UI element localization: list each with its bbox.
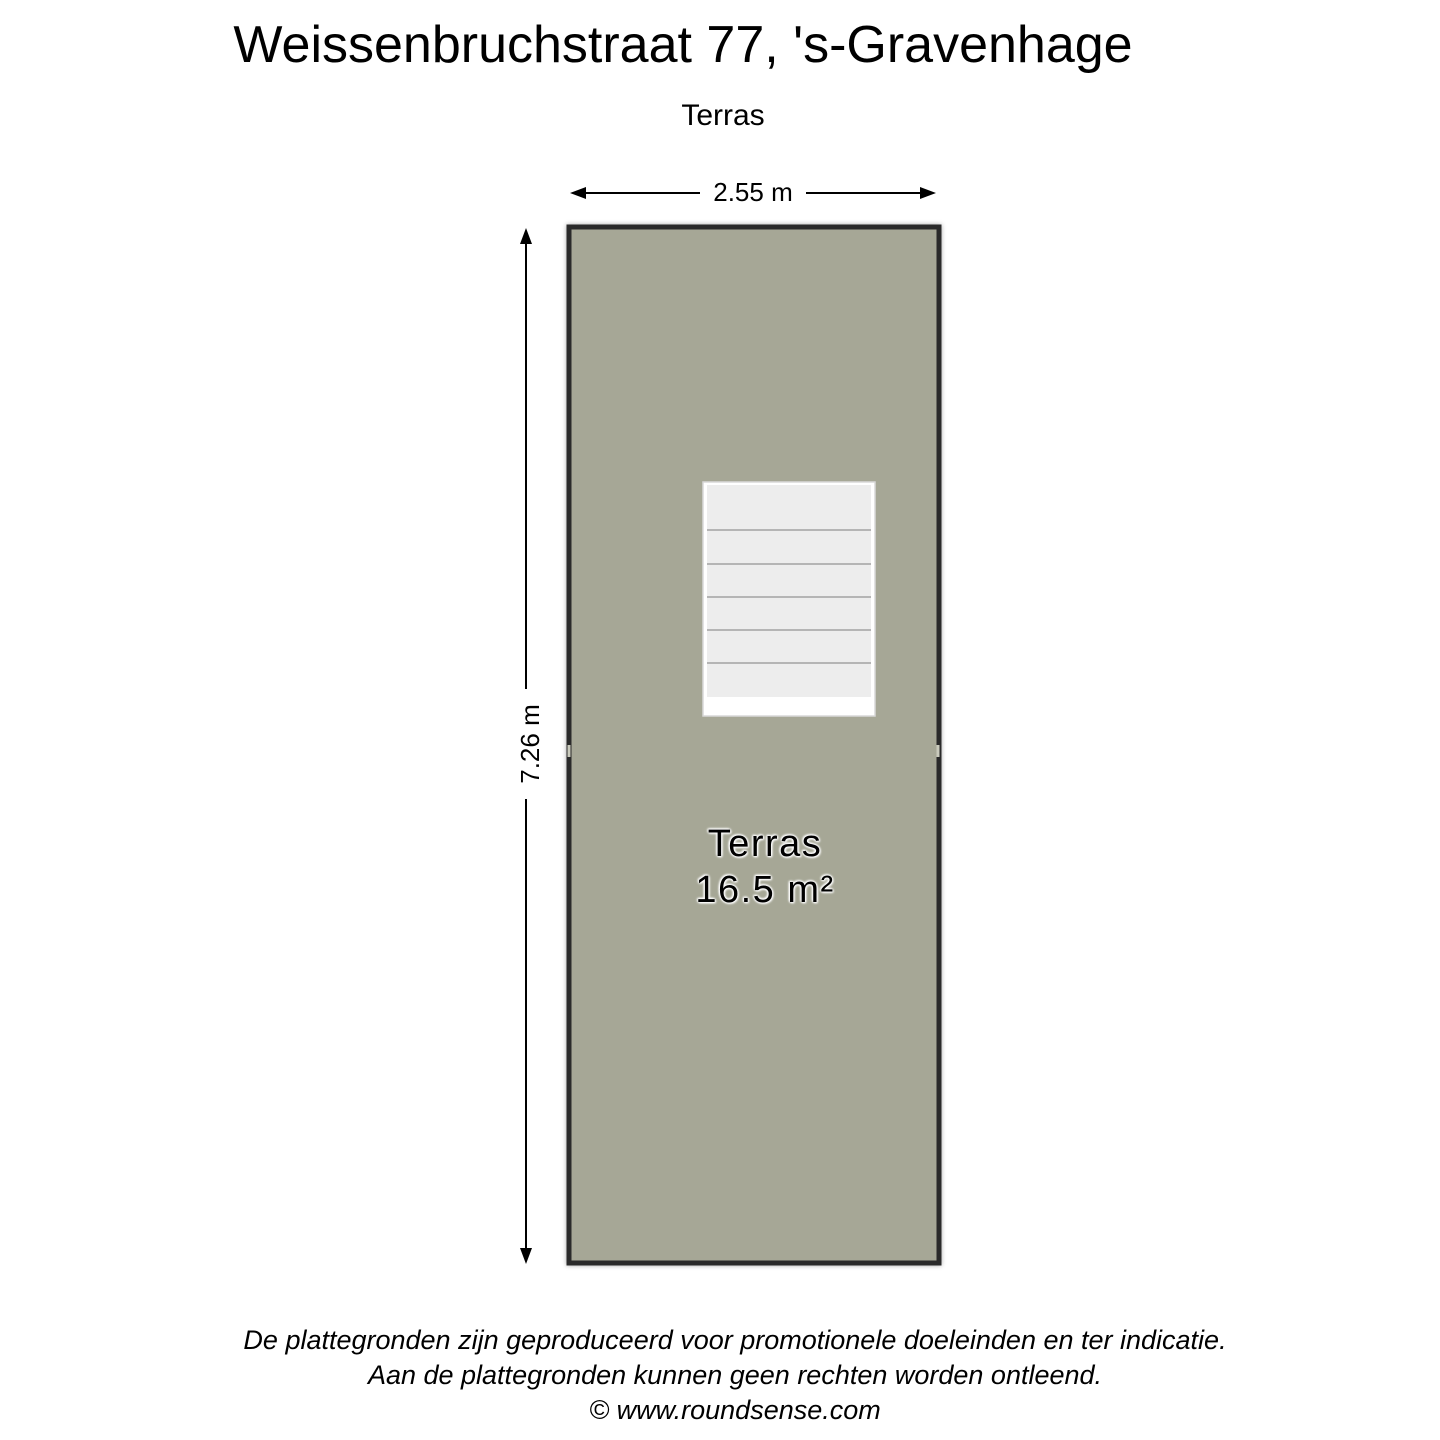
- floor-label: Terras: [681, 99, 765, 132]
- copyright-line: © www.roundsense.com: [589, 1395, 881, 1425]
- height-dimension-label: 7.26 m: [513, 689, 547, 799]
- room-name: Terras: [707, 823, 823, 865]
- staircase: [703, 482, 875, 716]
- disclaimer-line-1: De plattegronden zijn geproduceerd voor promotionele doeleinden en ter indicatie.: [243, 1325, 1227, 1355]
- room-area: 16.5 m²: [695, 869, 835, 911]
- width-dimension-label: 2.55 m: [700, 176, 806, 208]
- terras-floor: [569, 227, 939, 1263]
- page-title: Weissenbruchstraat 77, 's-Gravenhage: [233, 16, 1133, 74]
- disclaimer-line-2: Aan de plattegronden kunnen geen rechten worden ontleend.: [367, 1360, 1103, 1390]
